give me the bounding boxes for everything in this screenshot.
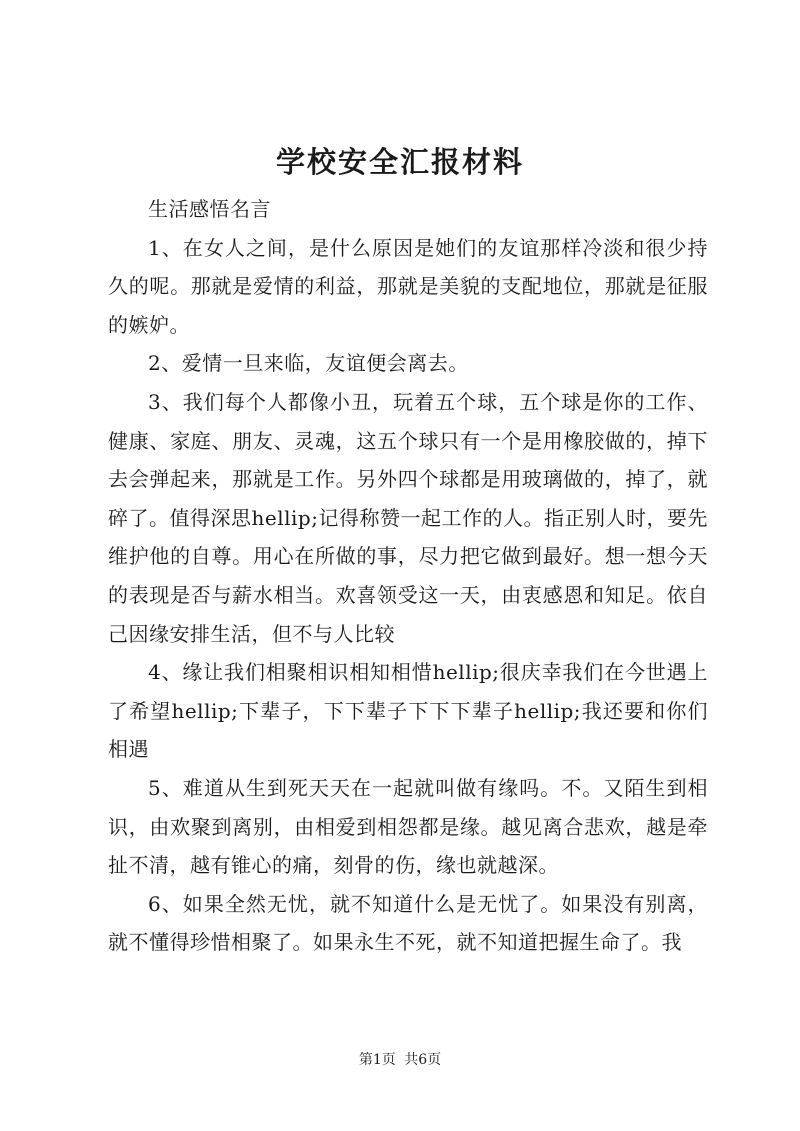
paragraph: 1、在女人之间，是什么原因是她们的友谊那样冷淡和很少持久的呢。那就是爱情的利益，那就是美貌的支配地位，那就是征服的嫉妒。 [108, 235, 708, 337]
page-number: 第1页 [358, 1052, 396, 1068]
paragraph: 4、缘让我们相聚相识相知相惜hellip;很庆幸我们在今世遇上了希望hellip;下辈子，下下辈子下下下辈子hellip;我还要和你们相遇 [108, 660, 708, 762]
paragraph: 3、我们每个人都像小丑，玩着五个球，五个球是你的工作、健康、家庭、朋友、灵魂，这五个球只有一个是用橡胶做的，掉下去会弹起来，那就是工作。另外四个球都是用玻璃做的，掉了，就碎了。值得深思hellip;记得称赞一起工作的人。指正别人时，要先维护他的自尊。用心在所做的事，尽力把它做到最好。想一想今天的表现是否与薪水相当。欢喜领受这一天，由衷感恩和知足。依自己因缘安排生活，但不与人比较 [108, 389, 708, 646]
paragraph: 5、难道从生到死天天在一起就叫做有缘吗。不。又陌生到相识，由欢聚到离别，由相爱到相怨都是缘。越见离合悲欢，越是牵扯不清，越有锥心的痛，刻骨的伤，缘也就越深。 [108, 775, 708, 878]
paragraph: 2、爱情一旦来临，友谊便会离去。 [148, 351, 469, 376]
paragraph: 6、如果全然无忧，就不知道什么是无忧了。如果没有别离，就不懂得珍惜相聚了。如果永生不死，就不知道把握生命了。我 [108, 891, 708, 955]
page-total: 共6页 [404, 1052, 442, 1068]
document-title: 学校安全汇报材料 [275, 145, 524, 179]
page-footer [0, 1050, 800, 1070]
document-body [108, 190, 708, 962]
paragraph-heading: 生活感悟名言 [148, 197, 271, 221]
